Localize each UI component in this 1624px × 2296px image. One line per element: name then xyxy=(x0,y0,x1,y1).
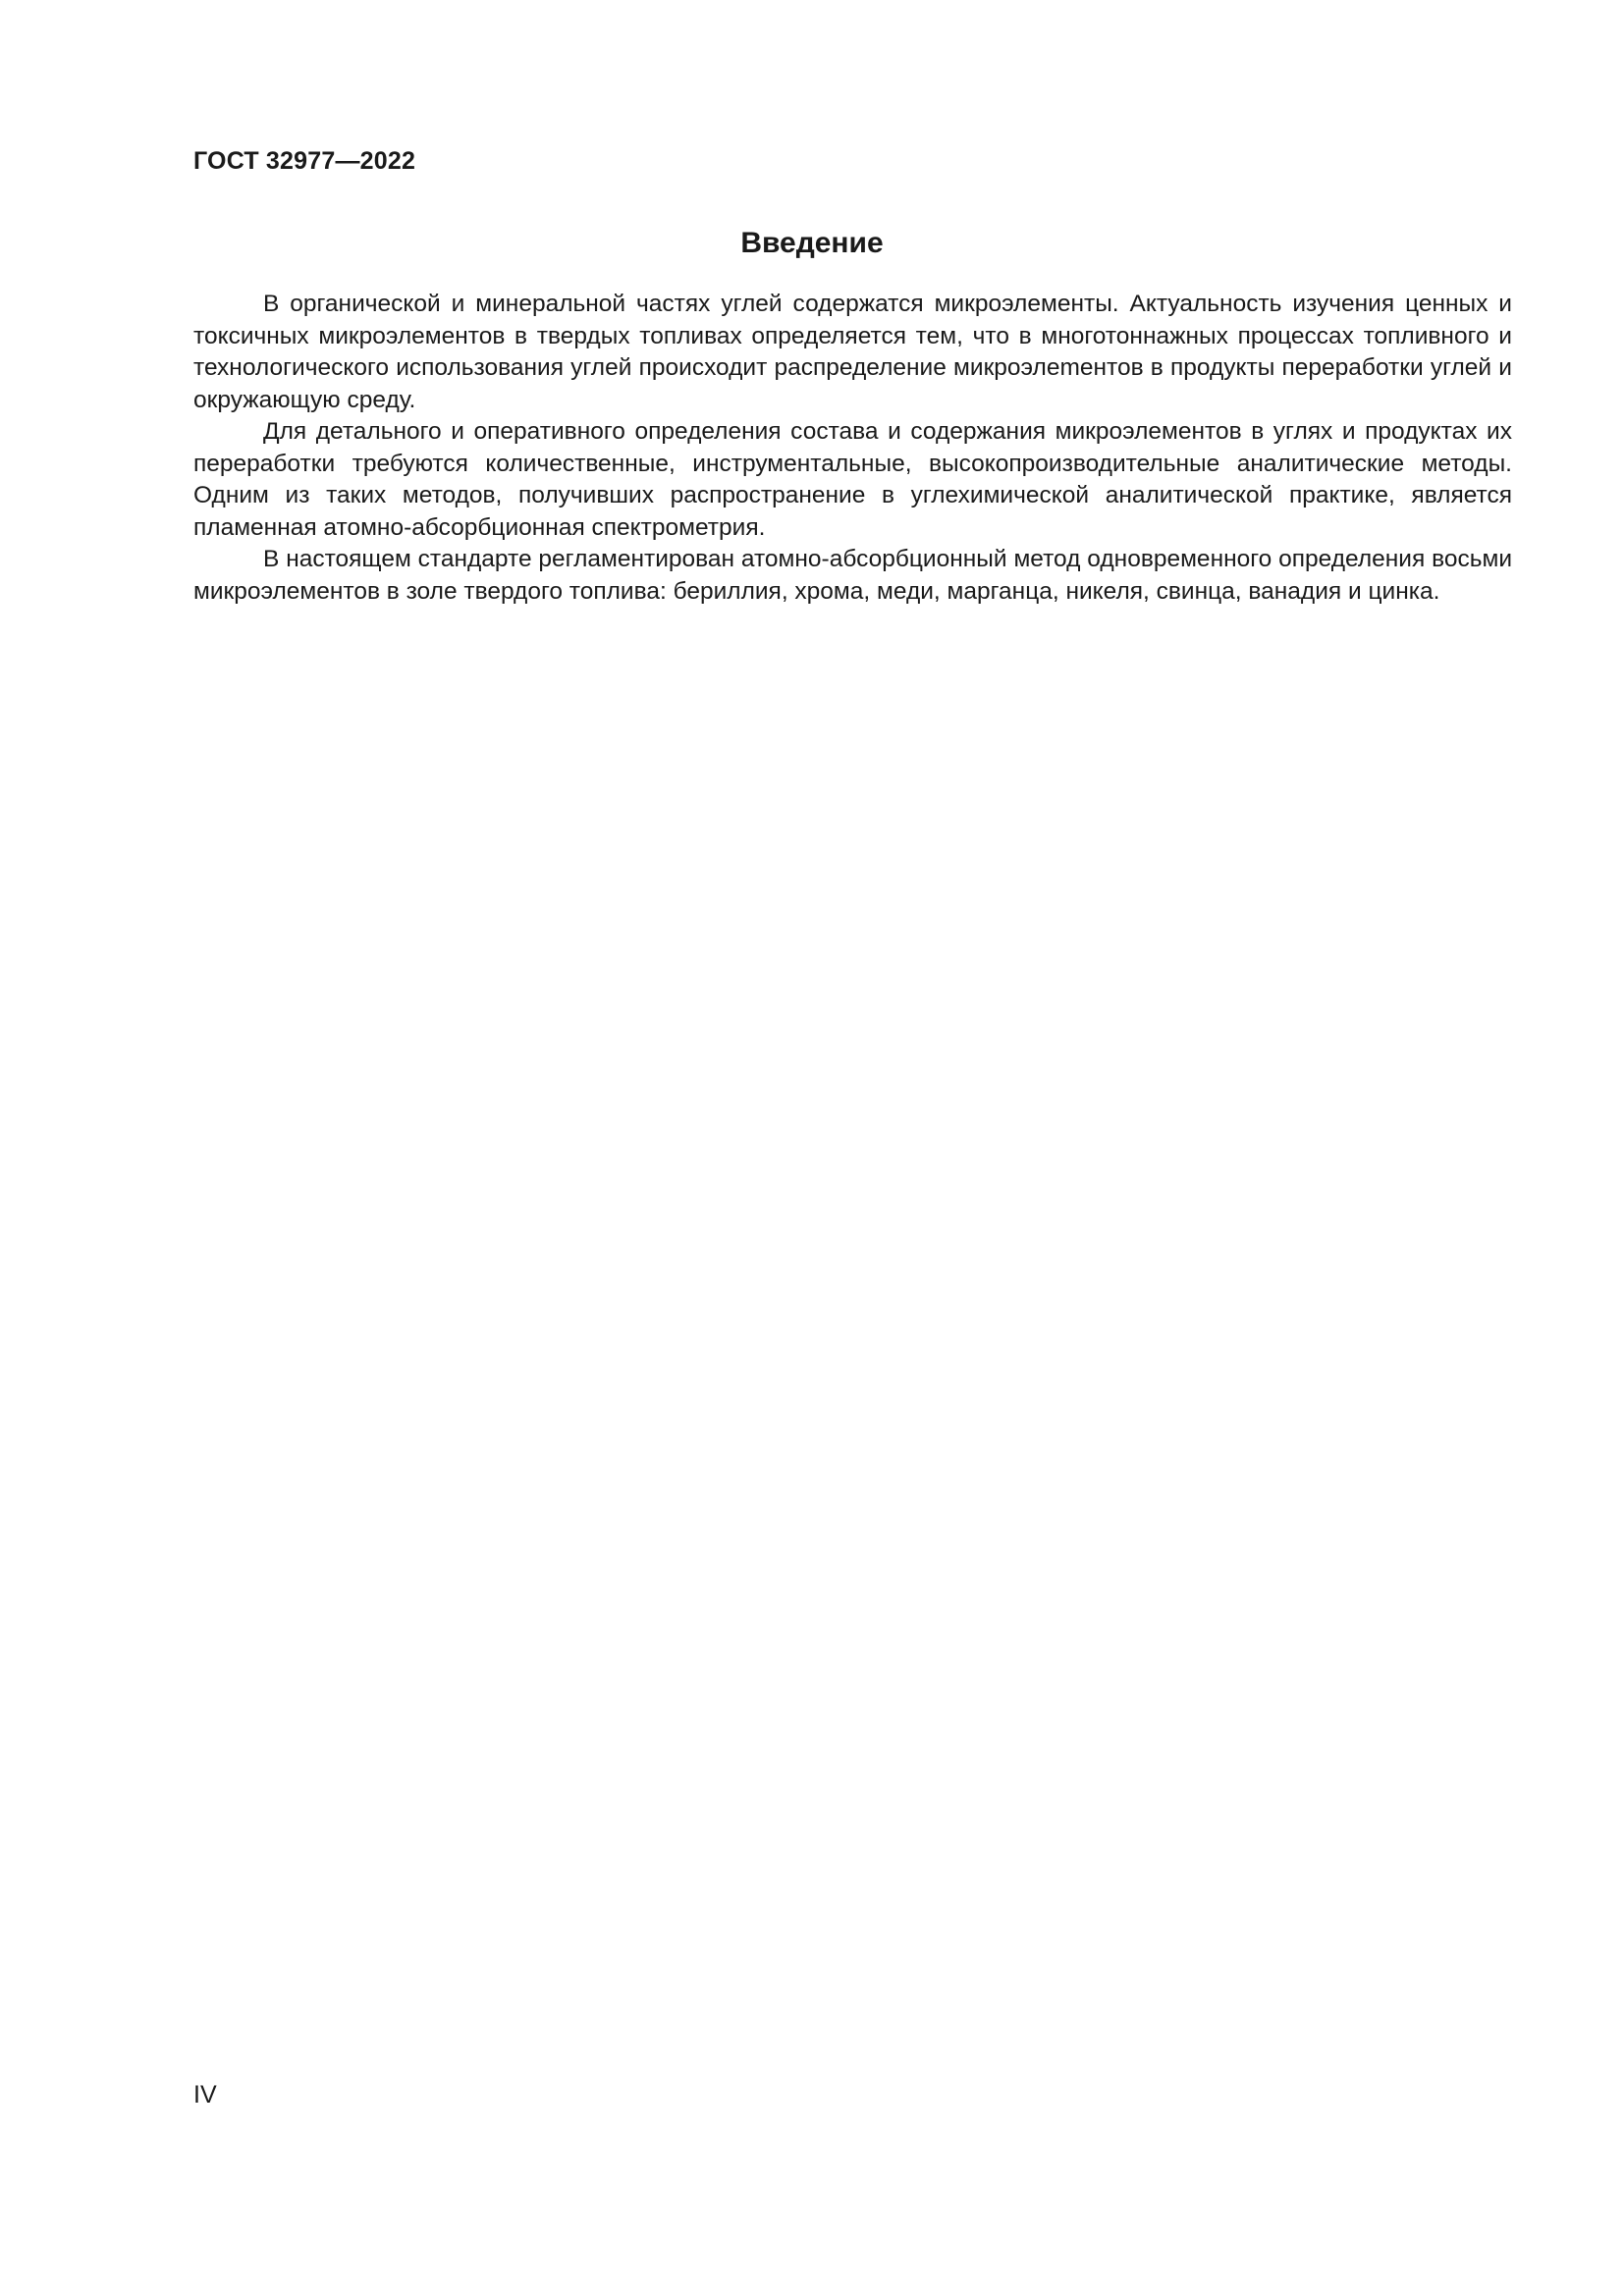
paragraph-2: Для детального и оперативного определения состава и содержания микроэлементов в углях и продуктах их переработки требуются количественные, инструментальные, высокопроизводительные аналитические методы. Одним из таких методов, получивших распространение в углехимической аналитической практике, является пламенная атомно-абсорбционная спектрометрия. xyxy=(193,418,1512,541)
page-number: IV xyxy=(193,2081,217,2109)
document-code: ГОСТ 32977—2022 xyxy=(193,147,416,175)
paragraph-3: В настоящем стандарте регламентирован атомно-абсорбционный метод одновременного определения восьми микроэлементов в золе твердого топлива: бериллия, хрома, меди, марганца, никеля, свинца, ванадия и цинка. xyxy=(193,546,1512,605)
section-title: Введение xyxy=(740,227,884,259)
introduction-body xyxy=(193,289,1512,608)
paragraph-1: В органической и минеральной частях углей содержатся микроэлементы. Актуальность изучения ценных и токсичных микроэлементов в твердых топливах определяется тем, что в многотоннажных процессах топливного и технологического использования углей происходит распределение микроэлеmентов в продукты переработки углей и окружающую среду. xyxy=(193,291,1512,413)
